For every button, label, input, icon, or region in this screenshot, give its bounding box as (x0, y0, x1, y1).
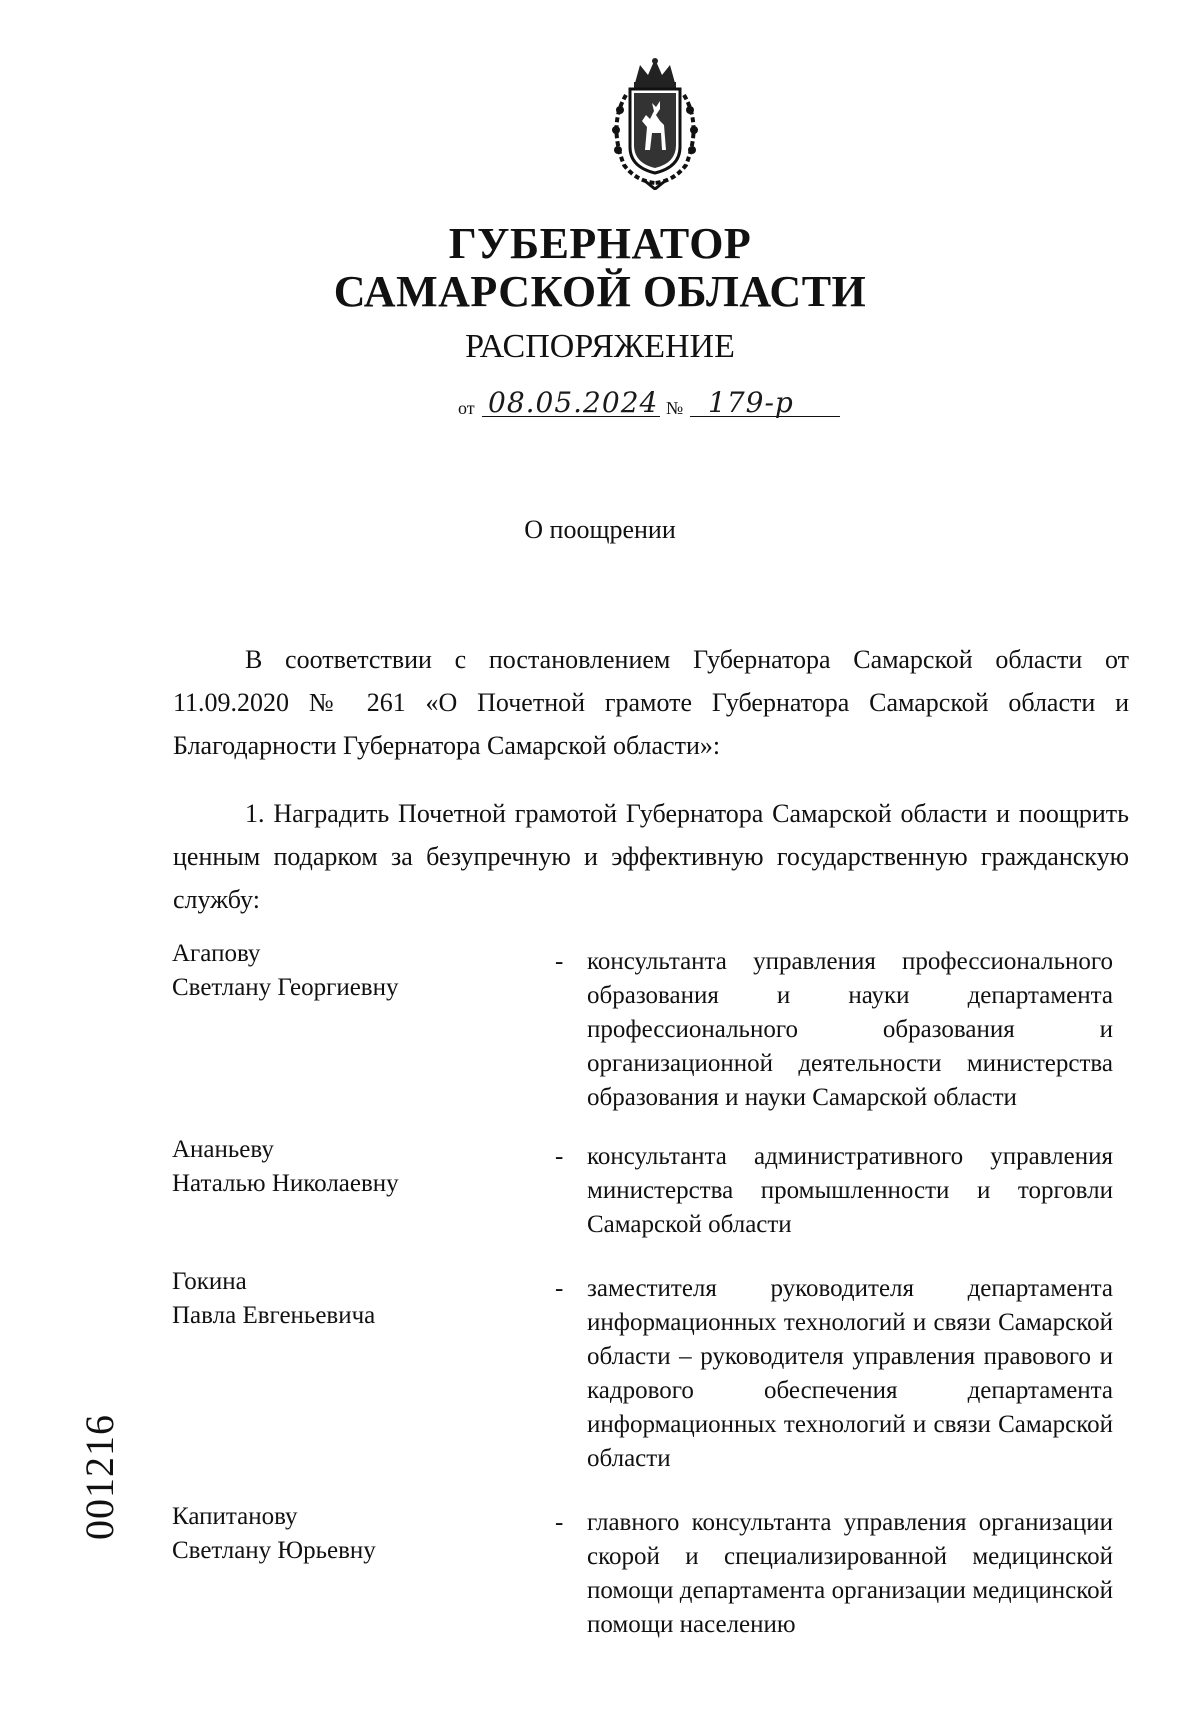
entry-given-names: Павла Евгеньевича (172, 1302, 376, 1329)
entry-given-names: Светлану Георгиевну (172, 974, 399, 1001)
entry-surname: Капитанову (172, 1503, 298, 1530)
form-serial-number: 001216 (77, 1414, 122, 1540)
entry-surname: Гокина (172, 1268, 247, 1295)
entry-surname: Агапову (172, 940, 261, 967)
entry-dash: - (555, 948, 564, 975)
entry-surname: Ананьеву (172, 1136, 274, 1163)
entry-position: консультанта административного управления министерства промышленности и торговли Самарской области (587, 1143, 1113, 1238)
number-label: № (666, 398, 684, 418)
entry-given-names: Наталью Николаевну (172, 1170, 399, 1197)
document-number: 179-р (708, 386, 794, 419)
document-type: РАСПОРЯЖЕНИЕ (465, 328, 735, 365)
samara-coat-of-arms-icon (590, 55, 720, 190)
date-from-label: от (458, 398, 475, 418)
entry-position: заместителя руководителя департамента информационных технологий и связи Самарской области – руководителя управления правового и кадрового обеспечения департамента информационных технологий и связи Самарской области (587, 1275, 1113, 1472)
entry-name (172, 1500, 532, 1568)
entry-position: главного консультанта управления организации скорой и специализированной медицинской помощи департамента организации медицинской помощи населению (587, 1509, 1113, 1638)
dateline (458, 386, 848, 422)
item1-paragraph: 1. Наградить Почетной грамотой Губернатора Самарской области и поощрить ценным подарком за безупречную и эффективную государственную гражданскую службу: (173, 799, 1129, 914)
issuer-title-line2: САМАРСКОЙ ОБЛАСТИ (333, 267, 867, 316)
entry-given-names: Светлану Юрьевну (172, 1537, 376, 1564)
entry-dash: - (555, 1143, 564, 1170)
entry-dash: - (555, 1509, 564, 1536)
document-date: 08.05.2024 (488, 386, 659, 419)
document-subject: О поощрении (524, 515, 676, 544)
entry-name (172, 1133, 532, 1201)
entry-name (172, 1265, 532, 1333)
issuer-title-line1: ГУБЕРНАТОР (448, 219, 752, 268)
preamble-paragraph: В соответствии с постановлением Губернатора Самарской области от 11.09.2020 № 261 «О Почетной грамоте Губернатора Самарской области и Благодарности Губернатора Самарской области»: (173, 645, 1129, 760)
entry-name (172, 937, 532, 1005)
entry-position: консультанта управления профессионального образования и науки департамента профессионального образования и организационной деятельности министерства образования и науки Самарской области (587, 948, 1113, 1111)
entry-dash: - (555, 1275, 564, 1302)
